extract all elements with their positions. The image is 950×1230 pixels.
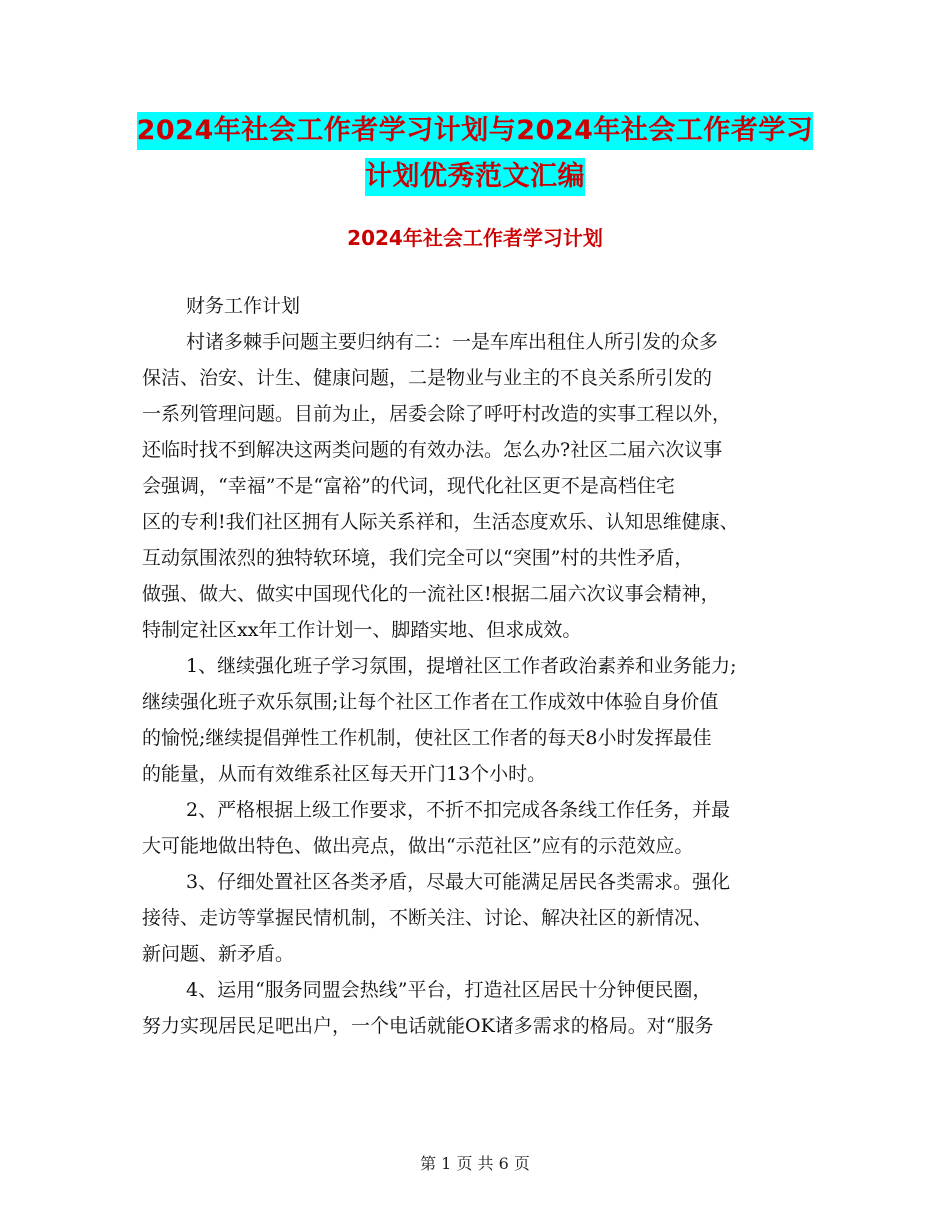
document-title <box>0 112 950 204</box>
page-footer: 第 1 页 共 6 页 <box>420 1154 530 1173</box>
body-line: 大可能地做出特色、做出亮点，做出“示范社区”应有的示范效应。 <box>142 835 694 857</box>
body-line: 财务工作计划 <box>186 295 301 317</box>
body-line: 还临时找不到解决这两类问题的有效办法。怎么办?社区二届六次议事 <box>142 439 723 461</box>
body-line: 一系列管理问题。目前为止，居委会除了呼吁村改造的实事工程以外， <box>142 403 732 425</box>
body-line: 的愉悦;继续提倡弹性工作机制，使社区工作者的每天8小时发挥最佳 <box>142 727 712 749</box>
body-line: 4、运用“服务同盟会热线”平台，打造社区居民十分钟便民圈， <box>186 979 712 1001</box>
body-line: 区的专利!我们社区拥有人际关系祥和，生活态度欢乐、认知思维健康、 <box>142 511 739 533</box>
body-line: 3、仔细处置社区各类矛盾，尽最大可能满足居民各类需求。强化 <box>186 871 731 893</box>
body-line: 接待、走访等掌握民情机制，不断关注、讨论、解决社区的新情况、 <box>142 907 713 929</box>
body-line: 新问题、新矛盾。 <box>142 943 295 965</box>
body-line: 1、继续强化班子学习氛围，提增社区工作者政治素养和业务能力; <box>186 655 737 677</box>
title-line-1: 2024年社会工作者学习计划与2024年社会工作者学习 <box>137 112 814 150</box>
body-line: 2、严格根据上级工作要求，不折不扣完成各条线工作任务，并最 <box>186 799 731 821</box>
section-heading: 2024年社会工作者学习计划 <box>347 226 603 250</box>
body-line: 继续强化班子欢乐氛围;让每个社区工作者在工作成效中体验自身价值 <box>142 691 719 713</box>
body-line: 会强调，“幸福”不是“富裕”的代词，现代化社区更不是高档住宅 <box>142 475 675 497</box>
body-line: 努力实现居民足吧出户，一个电话就能OK诸多需求的格局。对“服务 <box>142 1015 714 1037</box>
body-line: 特制定社区xx年工作计划一、脚踏实地、但求成效。 <box>142 619 582 641</box>
body-line: 的能量，从而有效维系社区每天开门13个小时。 <box>142 763 547 785</box>
body-line: 村诸多棘手问题主要归纳有二：一是车库出租住人所引发的众多 <box>186 331 719 353</box>
body-line: 保洁、治安、计生、健康问题，二是物业与业主的不良关系所引发的 <box>142 367 713 389</box>
body-line: 互动氛围浓烈的独特软环境，我们完全可以“突围”村的共性矛盾， <box>142 547 694 569</box>
title-line-2: 计划优秀范文汇编 <box>365 158 585 196</box>
document-body <box>142 288 822 1044</box>
body-line: 做强、做大、做实中国现代化的一流社区!根据二届六次议事会精神， <box>142 583 720 605</box>
